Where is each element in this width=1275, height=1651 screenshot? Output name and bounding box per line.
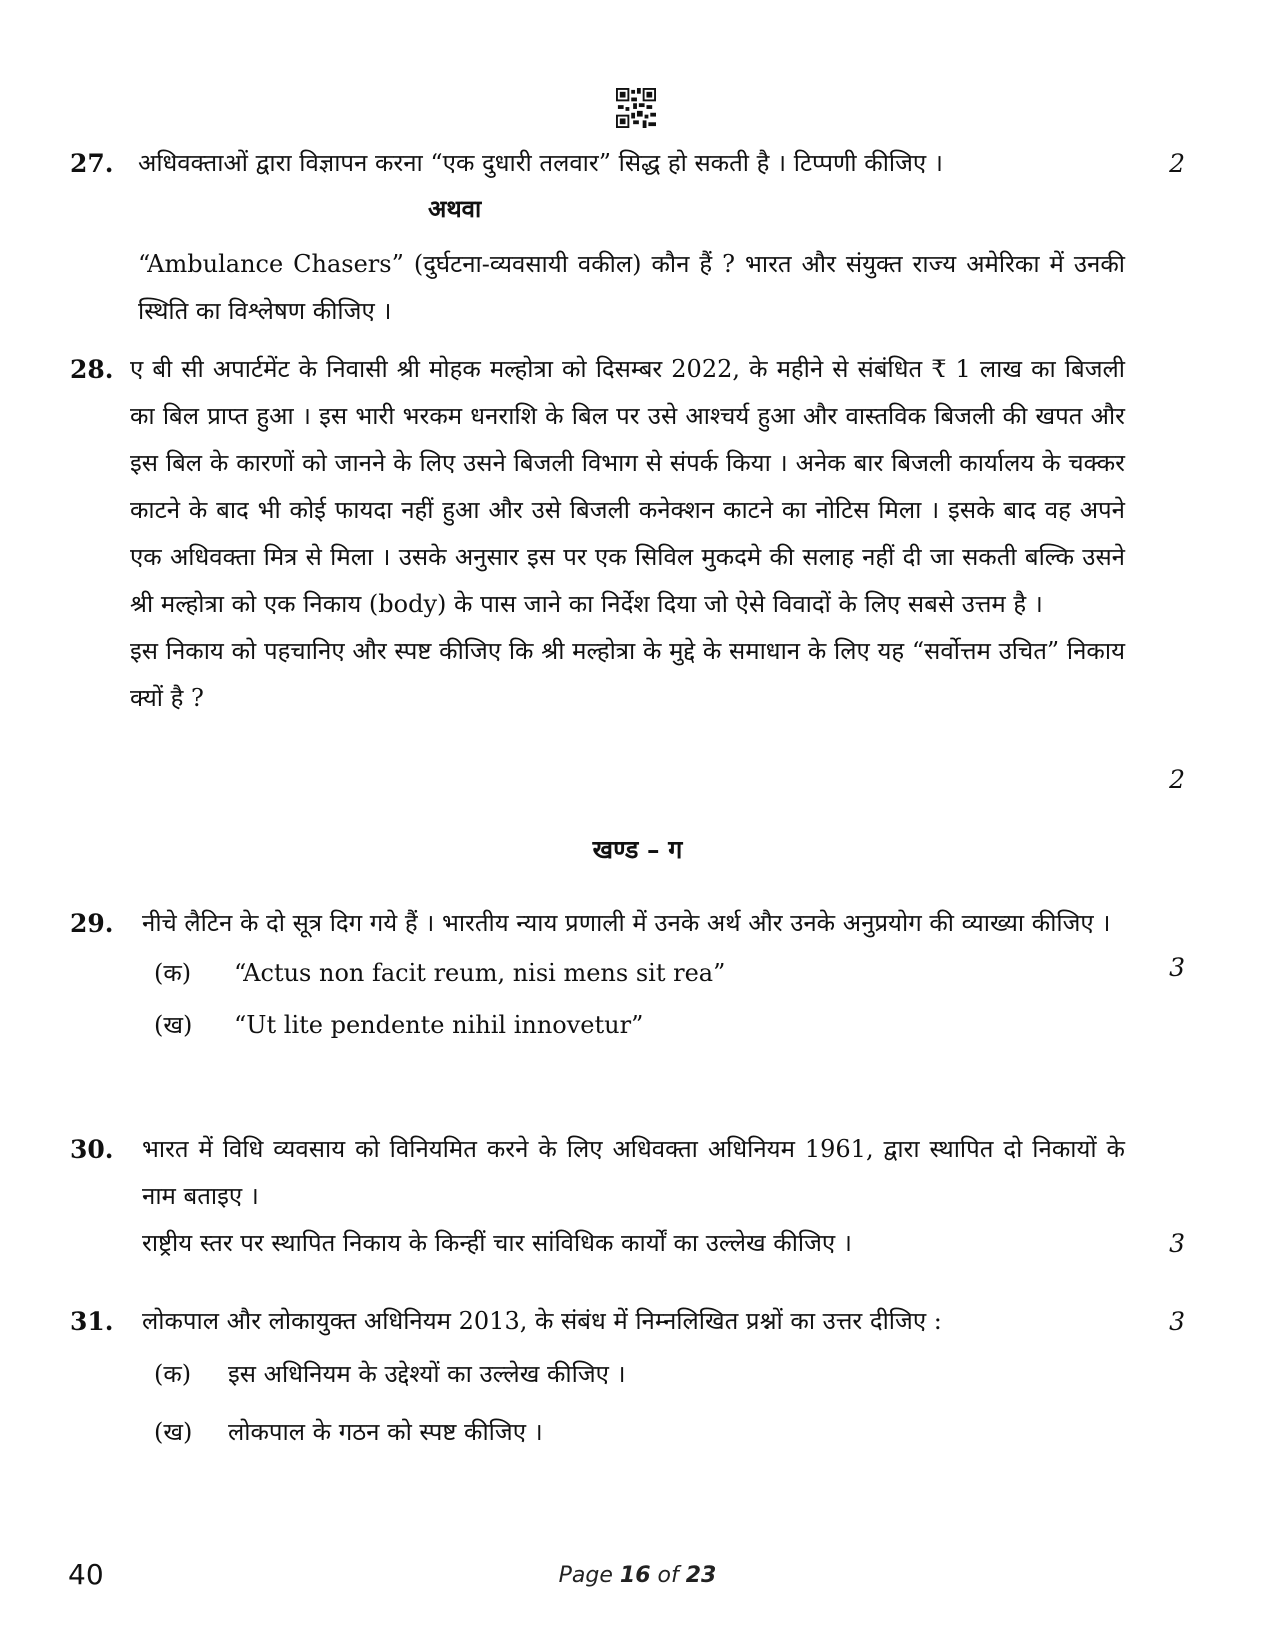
page-of: of bbox=[657, 1563, 679, 1588]
page-total: 23 bbox=[685, 1563, 717, 1588]
marks: 3 bbox=[1169, 1307, 1185, 1336]
section-heading: खण्ड – ग bbox=[592, 835, 683, 864]
question-number: 30. bbox=[70, 1135, 114, 1164]
page-current: 16 bbox=[619, 1563, 651, 1588]
question-number: 27. bbox=[70, 149, 114, 178]
sub-question-label: (क) bbox=[154, 1360, 192, 1388]
alternative-question-text: “Ambulance Chasers” (दुर्घटना-व्यवसायी वकील) कौन हैं ? भारत और संयुक्त राज्य अमेरिका में उनकी स्थिति का विश्लेषण कीजिए । bbox=[138, 250, 1125, 325]
sub-question bbox=[154, 1345, 1125, 1403]
sub-question-text: “Ut lite pendente nihil innovetur” bbox=[234, 1011, 644, 1039]
question-30 bbox=[70, 1126, 1185, 1267]
question-31 bbox=[70, 1298, 1185, 1461]
page-indicator bbox=[0, 1563, 1275, 1588]
sub-question bbox=[154, 999, 1125, 1051]
question-number: 31. bbox=[70, 1307, 114, 1336]
question-text: लोकपाल और लोकायुक्त अधिनियम 2013, के संबंध में निम्नलिखित प्रश्नों का उत्तर दीजिए : bbox=[142, 1307, 942, 1335]
question-28 bbox=[70, 346, 1185, 794]
sub-question-text: इस अधिनियम के उद्देश्यों का उल्लेख कीजिए । bbox=[228, 1360, 626, 1388]
sub-question-text: “Actus non facit reum, nisi mens sit rea” bbox=[234, 959, 726, 987]
question-27 bbox=[70, 140, 1185, 335]
sub-question bbox=[154, 947, 1125, 999]
sub-question-label: (ख) bbox=[154, 1418, 193, 1446]
question-number: 28. bbox=[70, 355, 114, 384]
question-text-2: राष्ट्रीय स्तर पर स्थापित निकाय के किन्हीं चार सांविधिक कार्यों का उल्लेख कीजिए । bbox=[142, 1229, 852, 1257]
question-text: भारत में विधि व्यवसाय को विनियमित करने के लिए अधिवक्ता अधिनियम 1961, द्वारा स्थापित दो निकायों के नाम बताइए । bbox=[142, 1135, 1125, 1210]
marks: 2 bbox=[1169, 149, 1185, 178]
question-text: नीचे लैटिन के दो सूत्र दिग गये हैं । भारतीय न्याय प्रणाली में उनके अर्थ और उनके अनुप्रयोग की व्याख्या कीजिए । bbox=[142, 909, 1111, 937]
question-paragraph: ए बी सी अपार्टमेंट के निवासी श्री मोहक मल्होत्रा को दिसम्बर 2022, के महीने से संबंधित ₹ 1 लाख का बिजली का बिल प्राप्त हुआ । इस भारी भरकम धनराशि के बिल पर उसे आश्चर्य हुआ और वास्तविक बिजली की खपत और इस बिल के कारणों को जानने के लिए उसने बिजली विभाग से संपर्क किया । अनेक बार बिजली कार्यालय के चक्कर काटने के बाद भी कोई फायदा नहीं हुआ और उसे बिजली कनेक्शन काटने का नोटिस मिला । इसके बाद वह अपने एक अधिवक्ता मित्र से मिला । उसके अनुसार इस पर एक सिविल मुकदमे की सलाह नहीं दी जा सकती बल्कि उसने श्री मल्होत्रा को एक निकाय (body) के पास जाने का निर्देश दिया जो ऐसे विवादों के लिए सबसे उत्तम है । bbox=[130, 355, 1125, 618]
sub-question-label: (ख) bbox=[154, 1011, 193, 1039]
question-number: 29. bbox=[70, 909, 114, 938]
marks: 3 bbox=[1169, 1229, 1185, 1258]
marks: 2 bbox=[1169, 765, 1185, 794]
marks: 3 bbox=[1169, 953, 1185, 982]
paper-code: 40 bbox=[68, 1558, 104, 1591]
page-prefix: Page bbox=[558, 1563, 613, 1588]
sub-question bbox=[154, 1403, 1125, 1461]
question-29 bbox=[70, 900, 1185, 1051]
sub-question-text: लोकपाल के गठन को स्पष्ट कीजिए । bbox=[228, 1418, 543, 1446]
question-text: अधिवक्ताओं द्वारा विज्ञापन करना “एक दुधारी तलवार” सिद्ध हो सकती है । टिप्पणी कीजिए । bbox=[138, 149, 943, 177]
sub-question-label: (क) bbox=[154, 959, 192, 987]
or-label: अथवा bbox=[428, 194, 482, 223]
qr-code-icon bbox=[616, 88, 656, 128]
question-text: इस निकाय को पहचानिए और स्पष्ट कीजिए कि श्री मल्होत्रा के मुद्दे के समाधान के लिए यह “सर्वोत्तम उचित” निकाय क्यों है ? bbox=[130, 637, 1125, 712]
